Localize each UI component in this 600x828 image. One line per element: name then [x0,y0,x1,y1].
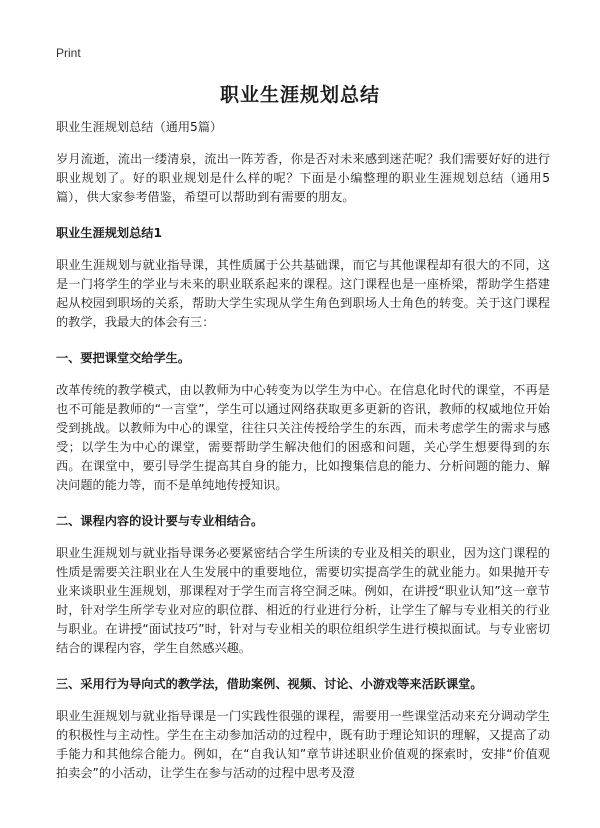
article-body [56,118,550,800]
point2-heading: 二、课程内容的设计要与专业相结合。 [56,514,264,528]
subtitle: 职业生涯规划总结（通用5篇） [56,120,223,134]
point3-paragraph: 职业生涯规划与就业指导课是一门实践性很强的课程，需要用一些课堂活动来充分调动学生的积极性与主动性。学生在主动参加活动的过程中，既有助于理论知识的理解，又提高了动手能力和其他综合能力。例如，在“自我认知”章节讲述职业价值观的探索时，安排“价值观拍卖会”的小活动，让学生在参与活动的过程中思考及澄 [56,709,550,780]
point1-heading: 一、要把课堂交给学生。 [56,351,191,365]
section-intro-paragraph: 职业生涯规划与就业指导课，其性质属于公共基础课，而它与其他课程却有很大的不同，这是一门将学生的学业与未来的职业联系起来的课程。这门课程也是一座桥梁，帮助学生搭建起从校园到职场的关系，帮助大学生实现从学生角色到职场人士角色的转变。关于这门课程的教学，我最大的体会有三： [56,258,550,329]
page-title: 职业生涯规划总结 [219,84,380,106]
point3-heading: 三、采用行为导向式的教学法，借助案例、视频、讨论、小游戏等来活跃课堂。 [56,677,483,691]
intro-paragraph: 岁月流逝，流出一缕清泉，流出一阵芳香，你是否对未来感到迷茫呢？我们需要好好的进行职业规划了。好的职业规划是什么样的呢？下面是小编整理的职业生涯规划总结（通用5篇），供大家参考借鉴，希望可以帮助到有需要的朋友。 [56,152,550,204]
point2-paragraph: 职业生涯规划与就业指导课务必要紧密结合学生所读的专业及相关的职业，因为这门课程的性质是需要关注职业在人生发展中的重要地位，需要切实提高学生的就业能力。如果抛开专业来谈职业生涯规划，那课程对于学生而言将空洞乏味。例如，在讲授“职业认知”这一章节时，针对学生所学专业对应的职位群、相近的行业进行分析，让学生了解与专业相关的行业与职业。在讲授“面试技巧”时，针对与专业相关的职位组织学生进行模拟面试。与专业密切结合的课程内容，学生自然感兴趣。 [56,546,550,655]
point1-paragraph: 改革传统的教学模式，由以教师为中心转变为以学生为中心。在信息化时代的课堂，不再是也不可能是教师的“一言堂”，学生可以通过网络获取更多更新的咨讯，教师的权威地位开始受到挑战。以教师为中心的课堂，往往只关注传授给学生的东西，而未考虑学生的需求与感受；以学生为中心的课堂，需要帮助学生解决他们的困惑和问题，关心学生想要得到的东西。在课堂中，要引导学生提高其自身的能力，比如搜集信息的能力、分析问题的能力、解决问题的能力等，而不是单纯地传授知识。 [56,383,550,492]
print-link[interactable]: Print [56,46,81,60]
section-heading: 职业生涯规划总结1 [56,226,162,240]
